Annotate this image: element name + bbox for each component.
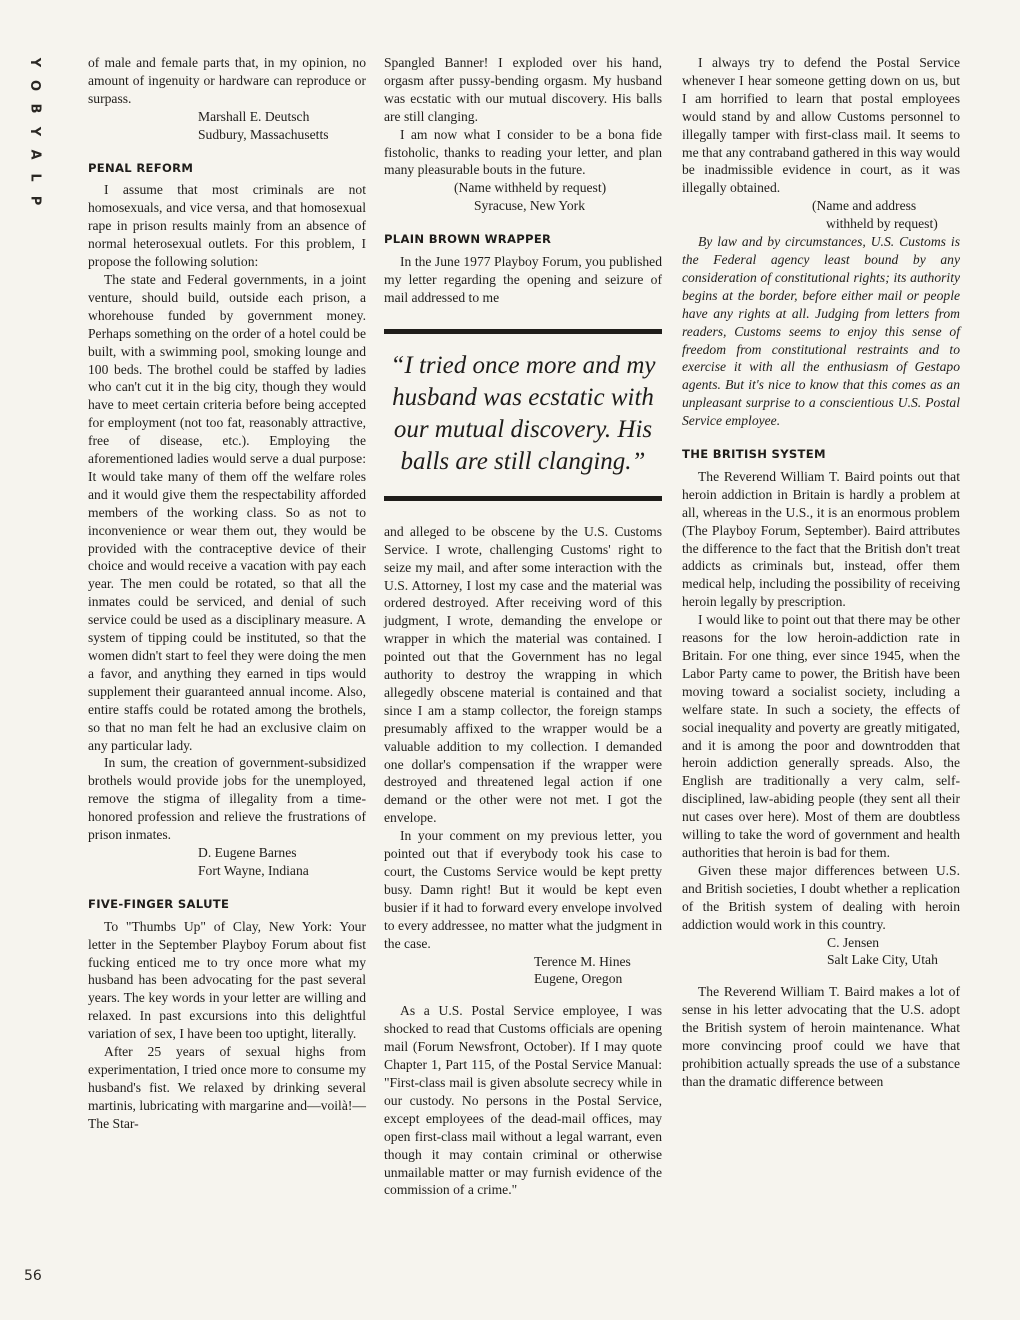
signature-place: Syracuse, New York (474, 198, 586, 214)
section-heading: FIVE-FINGER SALUTE (88, 896, 230, 911)
signature-place: Salt Lake City, Utah (827, 952, 938, 968)
letter-paragraph: Spangled Banner! I exploded over his hand, orgasm after pussy-bending orgasm. My husband was ecstatic with our mutual discovery. His balls are still clanging. (384, 55, 662, 124)
signature-place: Eugene, Oregon (534, 971, 623, 987)
magazine-sidebar-logo (24, 56, 46, 207)
signature-place: Fort Wayne, Indiana (198, 862, 309, 878)
sidebar-letter: Y (27, 126, 43, 137)
letter-signature (682, 197, 960, 233)
section-heading: THE BRITISH SYSTEM (682, 447, 826, 462)
letter-paragraph: In the June 1977 Playboy Forum, you published my letter regarding the opening and seizure of mail addressed to me (384, 254, 662, 305)
letter-signature (88, 844, 366, 880)
signature-place: Sudbury, Massachusetts (198, 126, 329, 142)
letter-paragraph: I always try to defend the Postal Service whenever I hear someone getting down on us, but I am horrified to learn that postal employees would stand by and allow Customs personnel to illegally tamper with first-class mail. It seems to me that any contraband gathered in this way would be inadmissible evidence in court, as it was illegally obtained. (682, 55, 960, 196)
signature-name: (Name and address (812, 198, 917, 214)
sidebar-letter: B (27, 103, 43, 114)
letter-paragraph: The Reverend William T. Baird points out that heroin addiction in Britain is hardly a problem at all, whereas in the U.S., it is an enormous problem (The Playboy Forum, September). Baird attributes the difference to the fact that the British don't treat addicts as criminals but, instead, offer them medical help, including the possibility of receiving heroin legally by prescription. (682, 468, 960, 610)
letter-signature (88, 108, 366, 144)
sidebar-letter: O (27, 79, 43, 92)
letter-paragraph: I assume that most criminals are not homosexuals, and vice versa, and that homosexual rape in prison results mainly from an absence of normal heterosexual outlets. For this problem, I propose the following solution: (88, 182, 366, 270)
sidebar-letter: A (27, 149, 43, 160)
letter-paragraph: I would like to point out that there may be other reasons for the low heroin-addiction rate in Britain. For one thing, ever since 1945, when the Labor Party came to power, the British have been moving toward a socialist society, including a welfare state. In such a society, the effects of social inequality and poverty are greatly mitigated, and it is among the poor and downtrodden that heroin addiction generally spreads. Also, the English are traditionally a very calm, self-disciplined, law-abiding people (they sent all their nut cases over here). Most of them are doubtless willing to take the word of government and health authorities that heroin is bad for them. (682, 612, 960, 860)
signature-name: (Name withheld by request) (454, 180, 607, 196)
letter-paragraph: In sum, the creation of government-subsidized brothels would provide jobs for the unemployed, remove the stigma of illegality from a time-honored profession and relieve the frustrations of prison inmates. (88, 755, 366, 843)
letter-paragraph: To "Thumbs Up" of Clay, New York: Your letter in the September Playboy Forum about fist fucking enticed me to try once more what my husband has been advocating for the past several years. The key words in your letter are willing and relaxed. In past excursions into this delightful variation of sex, I have been too uptight, literally. (88, 918, 366, 1042)
letter-paragraph: Given these major differences between U.S. and British societies, I doubt whether a replication of the British system of dealing with heroin addiction would work in this country. (682, 862, 960, 932)
letter-paragraph: The state and Federal governments, in a joint venture, should build, outside each prison, a whorehouse funded by government money. Perhaps something on the order of a hotel could be built, with a swimming pool, smoking lounge and 100 beds. The brothel could be staffed by ladies who can't cut it in the big city, though they would have to meet certain criteria before being accepted for employment (not too fat, reasonably attractive, free of disease, etc.). Employing the aforementioned ladies would serve a dual purpose: It would take many of them off the welfare roles and it would give them the respectability afforded members of the working class. So as not to inconvenience or wear them out, they would be provided with the contraceptive device of their choice and would receive a vacation with pay each year. The men could be rotated, so that all the inmates could be serviced, and denial of such service could be used as a disciplinary measure. A system of tipping could be instituted, so that the women didn't start to feel they were doing the men a favor, and anything they earned in tips would supplement their guaranteed annual income. Also, entire staffs could be rotated among the brothels, so that no man felt he had an exclusive claim on any particular lady. (88, 271, 366, 753)
letter-paragraph: of male and female parts that, in my opinion, no amount of ingenuity or hardware can reproduce or surpass. (88, 55, 366, 106)
section-heading: PLAIN BROWN WRAPPER (384, 232, 552, 247)
letter-signature (384, 953, 662, 989)
letter-paragraph: and alleged to be obscene by the U.S. Customs Service. I wrote, challenging Customs' right to seize my mail, and after some interaction with the U.S. Attorney, I lost my case and the material was ordered destroyed. After receiving word of this judgment, I wrote, demanding the envelope or wrapper in which the material was contained. I pointed out that the Government has no legal authority to destroy the wrapping in which allegedly obscene material is contained and that since I am a stamp collector, the foreign stamps presumably affixed to the wrapper would be a valuable addition to my collection. I demanded one dollar's compensation if the wrapper were destroyed and threatened legal action if one demand or the other were not met. I got the envelope. (384, 523, 662, 826)
letter-signature (384, 179, 662, 215)
sidebar-letter: L (27, 173, 43, 182)
signature-name: Marshall E. Deutsch (198, 108, 310, 124)
letter-paragraph: The Reverend William T. Baird makes a lot of sense in his letter advocating that the U.S. adopt the British system of heroin maintenance. What more convincing proof could we have that prohibition actually spreads the use of a substance than the dramatic difference between (682, 984, 960, 1089)
letter-paragraph: In your comment on my previous letter, you pointed out that if everybody took his case to court, the Customs Service would be kept pretty busy. Damn right! But it would be kept even busier if it had to forward every envelope involved to every addressee, no matter what the judgment in the case. (384, 828, 662, 951)
signature-name: Terence M. Hines (534, 953, 631, 969)
letter-paragraph: I am now what I consider to be a bona fide fistoholic, thanks to reading your letter, and plan many pleasurable bouts in the future. (384, 126, 662, 178)
pull-quote: “I tried once more and my husband was ecstatic with our mutual discovery. His balls are still clanging.” (384, 329, 662, 501)
signature-place: withheld by request) (826, 216, 938, 232)
sidebar-letter: P (27, 195, 43, 206)
letter-paragraph: As a U.S. Postal Service employee, I was shocked to read that Customs officials are opening mail (Forum Newsfront, October). If I may quote Chapter 1, Part 115, of the Postal Service Manual: "First-class mail is given absolute secrecy while in our custody. No persons in the Postal Service, except employees of the dead-mail offices, may open first-class mail without a legal warrant, even though it may contain criminal or otherwise unmailable matter or may furnish evidence of the commission of a crime." (384, 1003, 662, 1198)
column-2 (384, 54, 662, 1199)
section-heading: PENAL REFORM (88, 160, 194, 175)
letter-signature (682, 934, 960, 970)
column-3 (682, 54, 960, 1091)
signature-name: C. Jensen (827, 934, 880, 950)
sidebar-letter: Y (27, 57, 43, 68)
column-1 (88, 54, 366, 1133)
signature-name: D. Eugene Barnes (198, 844, 297, 860)
letter-paragraph: After 25 years of sexual highs from experimentation, I tried once more to consume my husband's fist. We relaxed by drinking several martinis, lubricating with margarine and—voilà!—The Star- (88, 1044, 366, 1131)
page-number: 56 (24, 1268, 42, 1284)
editor-reply: By law and by circumstances, U.S. Customs is the Federal agency least bound by any consideration of constitutional rights; its authority begins at the border, before either mail or people have any rights at all. Judging from letters from readers, Customs seems to enjoy this sense of freedom from constitutional restraints and to exercise it with all the enthusiasm of Gestapo agents. But it's nice to know that this comes as an unpleasant surprise to a conscientious U.S. Postal Service employee. (682, 234, 960, 429)
